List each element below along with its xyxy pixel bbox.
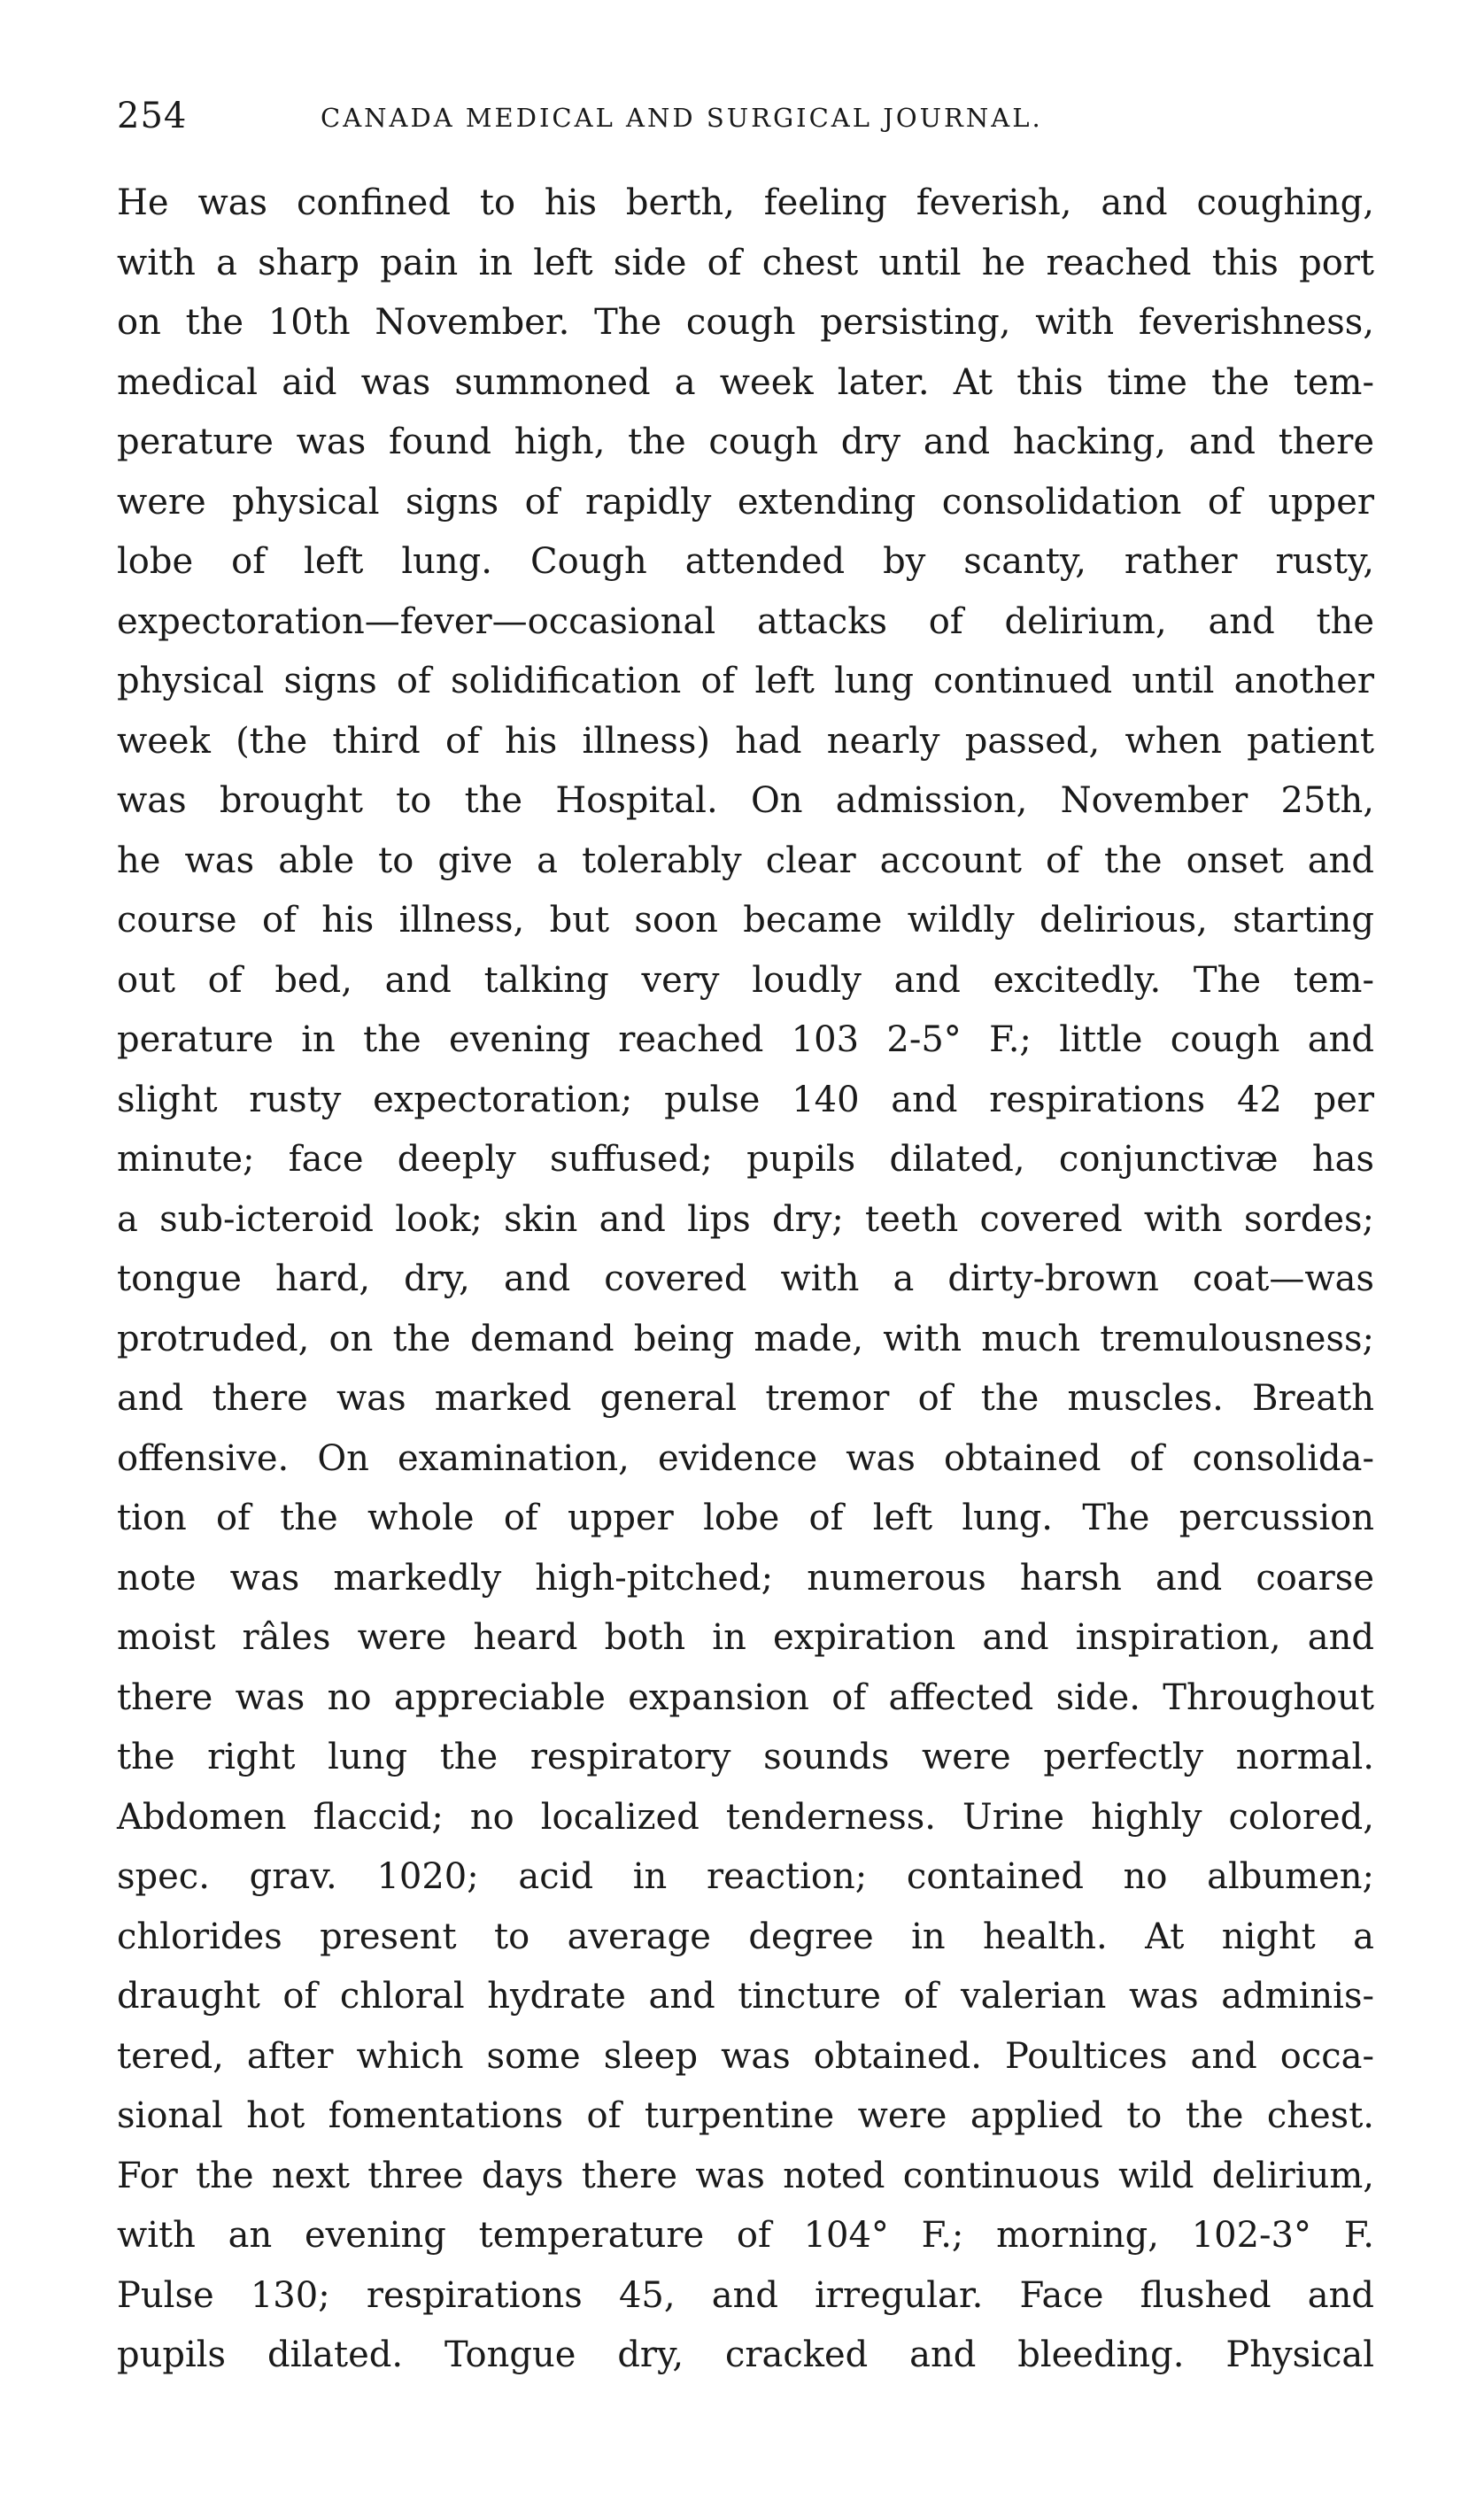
text-line: offensive. On examination, evidence was obtained of consolida- [117,1437,1374,1479]
text-line: with an evening temperature of 104° F.; morning, 102-3° F. [117,2215,1374,2256]
text-line: slight rusty expectoration; pulse 140 and respirations 42 per [117,1079,1374,1120]
text-line: minute; face deeply suffused; pupils dilated, conjunctivæ has [117,1139,1374,1180]
text-line: moist râles were heard both in expiration and inspiration, and [117,1617,1374,1658]
text-line: He was confined to his berth, feeling feverish, and coughing, [117,182,1374,223]
text-line: spec. grav. 1020; acid in reaction; contained no albumen; [117,1856,1374,1897]
text-line: a sub-icteroid look; skin and lips dry; teeth covered with sordes; [117,1198,1374,1240]
page-header [117,96,1374,149]
page-number: 254 [117,96,188,136]
text-line: note was markedly high-pitched; numerous harsh and coarse [117,1557,1374,1599]
text-line: week (the third of his illness) had nearly passed, when patient [117,720,1374,762]
text-line: Pulse 130; respirations 45, and irregular. Face flushed and [117,2274,1374,2316]
text-line: sional hot fomentations of turpentine were applied to the chest. [117,2095,1374,2136]
text-line: expectoration—fever—occasional attacks of delirium, and the [117,600,1374,642]
text-line: perature in the evening reached 103 2-5° F.; little cough and [117,1019,1374,1060]
text-line: were physical signs of rapidly extending consolidation of upper [117,481,1374,523]
text-line: with a sharp pain in left side of chest until he reached this port [117,242,1374,283]
text-line: lobe of left lung. Cough attended by scanty, rather rusty, [117,541,1374,582]
body-text [117,174,1374,2386]
text-line: draught of chloral hydrate and tincture of valerian was adminis- [117,1976,1374,2017]
text-line: the right lung the respiratory sounds were perfectly normal. [117,1737,1374,1777]
text-line: on the 10th November. The cough persisting, with feverishness, [117,302,1374,343]
text-line: course of his illness, but soon became wildly delirious, starting [117,900,1374,941]
text-line: physical signs of solidification of left lung continued until another [117,661,1374,701]
text-line: he was able to give a tolerably clear account of the onset and [117,840,1374,881]
text-line: tongue hard, dry, and covered with a dirty-brown coat—was [117,1258,1374,1299]
text-line: there was no appreciable expansion of affected side. Throughout [117,1676,1374,1718]
text-line: out of bed, and talking very loudly and excitedly. The tem- [117,959,1374,1001]
text-line: and there was marked general tremor of the muscles. Breath [117,1378,1374,1419]
text-line: was brought to the Hospital. On admission, November 25th, [117,780,1374,821]
text-line: protruded, on the demand being made, with much tremulousness; [117,1318,1374,1359]
text-line: perature was found high, the cough dry and hacking, and there [117,422,1374,462]
text-line: tion of the whole of upper lobe of left lung. The percussion [117,1498,1374,1538]
text-line: chlorides present to average degree in health. At night a [117,1916,1374,1957]
text-line: Abdomen flaccid; no localized tenderness. Urine highly colored, [117,1796,1374,1838]
text-line: pupils dilated. Tongue dry, cracked and bleeding. Physical [117,2335,1374,2375]
text-line: medical aid was summoned a week later. At this time the tem- [117,361,1374,403]
text-line: tered, after which some sleep was obtained. Poultices and occa- [117,2035,1374,2077]
text-line: For the next three days there was noted continuous wild delirium, [117,2155,1374,2196]
running-head: CANADA MEDICAL AND SURGICAL JOURNAL. [321,103,1043,133]
